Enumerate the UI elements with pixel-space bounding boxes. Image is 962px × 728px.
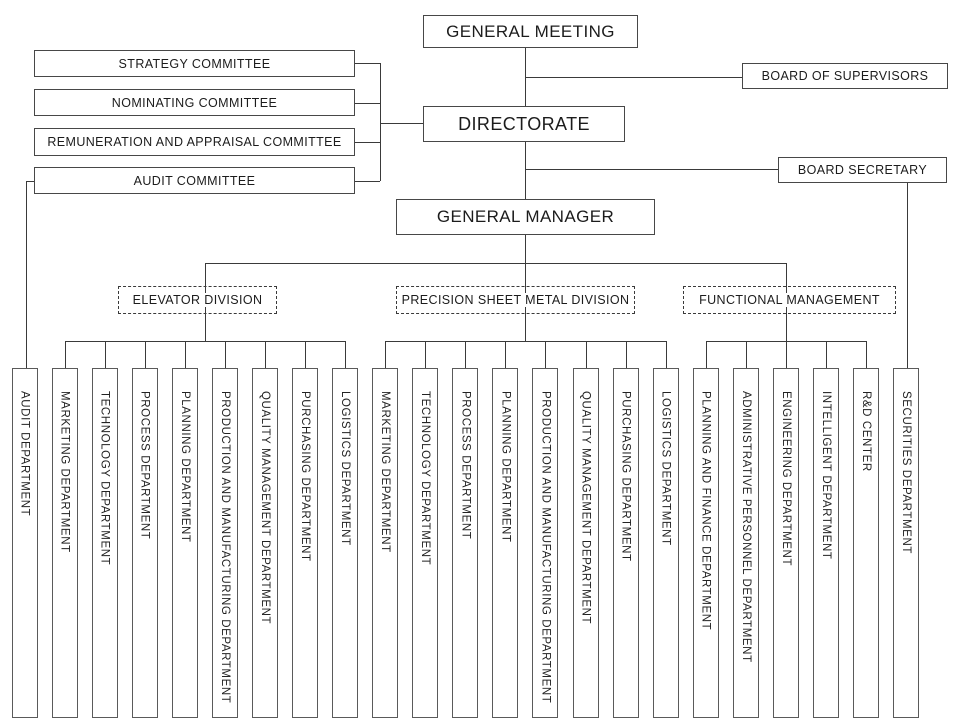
dept-box-engineering-department <box>773 368 799 718</box>
dept-label: QUALITY MANAGEMENT DEPARTMENT <box>579 391 592 625</box>
dept-label: QUALITY MANAGEMENT DEPARTMENT <box>258 391 271 625</box>
connector-line <box>706 341 707 368</box>
dept-box-production-and-manufacturing-department <box>532 368 558 718</box>
dept-label: PROCESS DEPARTMENT <box>459 391 472 540</box>
connector-line <box>185 341 186 368</box>
connector-line <box>425 341 426 368</box>
connector-line <box>525 169 778 170</box>
connector-line <box>746 341 747 368</box>
connector-line <box>525 142 526 199</box>
connector-line <box>345 341 346 368</box>
division-label: FUNCTIONAL MANAGEMENT <box>694 293 885 307</box>
node-board-secretary: BOARD SECRETARY <box>778 157 947 183</box>
dept-label: ENGINEERING DEPARTMENT <box>779 391 792 567</box>
dept-box-intelligent-department <box>813 368 839 718</box>
connector-line <box>385 341 386 368</box>
dept-label: PRODUCTION AND MANUFACTURING DEPARTMENT <box>218 391 231 704</box>
dept-label: PLANNING DEPARTMENT <box>499 391 512 543</box>
node-audit-committee: AUDIT COMMITTEE <box>34 167 355 194</box>
connector-line <box>826 341 827 368</box>
connector-line <box>26 181 27 368</box>
dept-label: PRODUCTION AND MANUFACTURING DEPARTMENT <box>539 391 552 704</box>
dept-label: TECHNOLOGY DEPARTMENT <box>419 391 432 566</box>
dept-label: AUDIT DEPARTMENT <box>18 391 31 517</box>
dept-label: PROCESS DEPARTMENT <box>138 391 151 540</box>
dept-label: ADMINISTRATIVE PERSONNEL DEPARTMENT <box>739 391 752 663</box>
dept-box-quality-management-department <box>252 368 278 718</box>
dept-box-marketing-department <box>52 368 78 718</box>
division-label: PRECISION SHEET METAL DIVISION <box>397 293 635 307</box>
connector-line <box>626 341 627 368</box>
dept-box-production-and-manufacturing-department <box>212 368 238 718</box>
dept-box-logistics-department <box>653 368 679 718</box>
connector-line <box>26 181 34 182</box>
dept-box-technology-department <box>412 368 438 718</box>
dept-box-audit-department <box>12 368 38 718</box>
connector-line <box>525 235 526 263</box>
node-strategy-committee: STRATEGY COMMITTEE <box>34 50 355 77</box>
connector-line <box>355 63 380 64</box>
node-general-meeting: GENERAL MEETING <box>423 15 638 48</box>
connector-line <box>355 142 380 143</box>
connector-line <box>545 341 546 368</box>
node-remuneration-and-appraisal-committee: REMUNERATION AND APPRAISAL COMMITTEE <box>34 128 355 156</box>
dept-label: TECHNOLOGY DEPARTMENT <box>98 391 111 566</box>
connector-line <box>465 341 466 368</box>
dept-box-marketing-department <box>372 368 398 718</box>
dept-label: PURCHASING DEPARTMENT <box>619 391 632 562</box>
node-nominating-committee: NOMINATING COMMITTEE <box>34 89 355 116</box>
connector-line <box>866 341 867 368</box>
connector-line <box>380 123 423 124</box>
node-precision-sheet-metal-division <box>396 286 635 314</box>
connector-line <box>265 341 266 368</box>
connector-line <box>907 183 908 368</box>
connector-line <box>666 341 667 368</box>
dept-label: R&D CENTER <box>860 391 872 472</box>
dept-box-purchasing-department <box>292 368 318 718</box>
dept-box-purchasing-department <box>613 368 639 718</box>
dept-label: LOGISTICS DEPARTMENT <box>659 391 672 546</box>
connector-line <box>205 263 786 264</box>
dept-box-planning-department <box>492 368 518 718</box>
dept-box-r-d-center <box>853 368 879 718</box>
dept-label: MARKETING DEPARTMENT <box>58 391 71 553</box>
connector-line <box>65 341 66 368</box>
connector-line <box>355 181 380 182</box>
connector-line <box>105 341 106 368</box>
connector-line <box>145 341 146 368</box>
connector-line <box>225 341 226 368</box>
dept-label: LOGISTICS DEPARTMENT <box>339 391 352 546</box>
dept-box-administrative-personnel-department <box>733 368 759 718</box>
dept-box-planning-and-finance-department <box>693 368 719 718</box>
node-functional-management <box>683 286 896 314</box>
division-label: ELEVATOR DIVISION <box>128 293 268 307</box>
dept-box-process-department <box>452 368 478 718</box>
connector-line <box>505 341 506 368</box>
dept-box-technology-department <box>92 368 118 718</box>
dept-label: PLANNING AND FINANCE DEPARTMENT <box>699 391 712 631</box>
dept-box-quality-management-department <box>573 368 599 718</box>
node-directorate: DIRECTORATE <box>423 106 625 142</box>
connector-line <box>355 103 380 104</box>
dept-label: PURCHASING DEPARTMENT <box>299 391 311 562</box>
connector-line <box>586 341 587 368</box>
dept-label: SECURITIES DEPARTMENT <box>900 391 912 554</box>
connector-line <box>525 77 742 78</box>
dept-box-securities-department <box>893 368 919 718</box>
node-general-manager: GENERAL MANAGER <box>396 199 655 235</box>
connector-line <box>385 341 666 342</box>
connector-line <box>305 341 306 368</box>
dept-box-logistics-department <box>332 368 358 718</box>
dept-label: PLANNING DEPARTMENT <box>178 391 191 543</box>
dept-label: MARKETING DEPARTMENT <box>379 391 392 553</box>
dept-label: INTELLIGENT DEPARTMENT <box>819 391 832 560</box>
node-elevator-division <box>118 286 277 314</box>
connector-line <box>380 63 381 181</box>
dept-box-process-department <box>132 368 158 718</box>
node-board-of-supervisors: BOARD OF SUPERVISORS <box>742 63 948 89</box>
connector-line <box>786 341 787 368</box>
dept-box-planning-department <box>172 368 198 718</box>
connector-line <box>65 341 346 342</box>
